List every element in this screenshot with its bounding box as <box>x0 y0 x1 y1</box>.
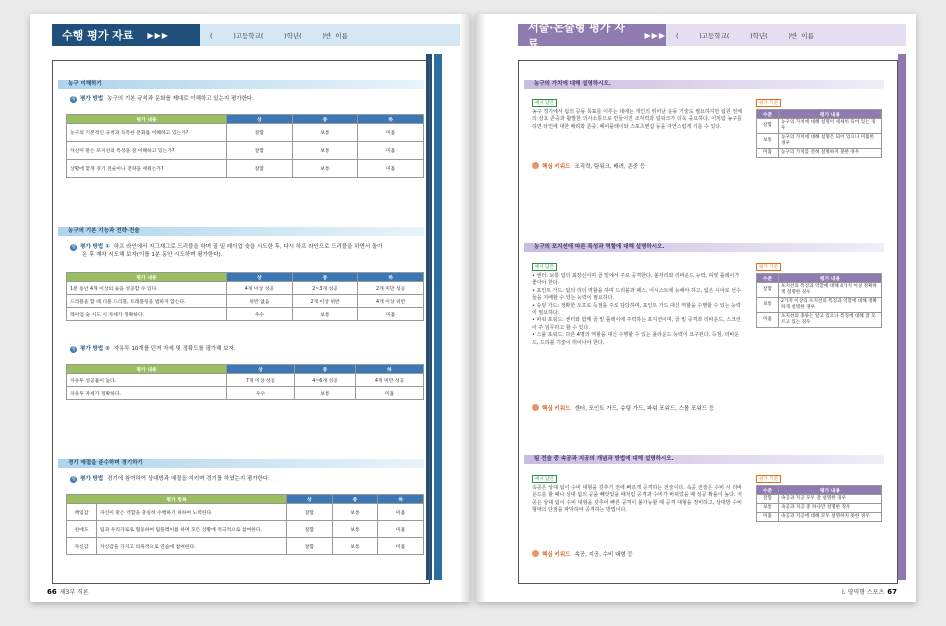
cell: 7개 이상 성공 <box>227 374 295 387</box>
keyword-label: 핵심 키워드 <box>542 552 571 558</box>
answer-tag: 예시 답안 <box>532 99 557 107</box>
arrows-icon: ▶▶▶ <box>644 30 666 40</box>
method-icon: 평 <box>71 96 76 102</box>
criteria-table-2 <box>756 273 882 328</box>
cell: 2개 이상 위반 <box>292 295 358 308</box>
right-page <box>476 14 916 602</box>
table-row <box>67 521 424 538</box>
th: 평가 항목 <box>67 495 287 504</box>
rubric-table-3 <box>66 364 424 400</box>
arrows-icon: ▶▶▶ <box>147 30 169 40</box>
th: 평가 내용 <box>67 273 227 282</box>
cell: 보통 <box>292 308 358 321</box>
th: 평가 내용 <box>67 115 227 124</box>
criteria-tag: 평가 기준 <box>756 263 781 271</box>
criteria-table-3 <box>756 485 882 522</box>
keyword-text: 센터, 포인트 가드, 슈팅 가드, 파워 포워드, 스몰 포워드 등 <box>574 406 715 412</box>
cell: 잘함 <box>757 495 779 504</box>
page-header <box>518 21 906 50</box>
keyword-line <box>532 550 633 558</box>
list-item: • 슈팅 가드: 정확한 오프로 득점을 주로 담당하며, 포인트 가드 대신 역할을 수행할 수 있는 능력이 필요하다. <box>532 303 742 318</box>
cell: 미흡 <box>356 387 424 400</box>
th: 평가 내용 <box>779 110 882 119</box>
method-text: 하프 라인에서 지그재그로 드리블을 하며 골 밑 레이업 슛을 시도한 후, 다시 하프 라인으로 드리블을 하면서 돌아 <box>113 244 383 250</box>
eval-method <box>70 346 236 354</box>
cell: 1분 동안 4개 이상의 슛을 성공할 수 있다. <box>67 282 227 295</box>
cell: 잘함 <box>287 504 333 521</box>
student-info: ( )고등학교( )학년( )반 이름 <box>200 24 460 46</box>
table-row <box>67 538 424 555</box>
side-stripe <box>898 54 906 580</box>
cell: 미흡 <box>378 538 424 555</box>
cell: 4개 미만 성공 <box>356 374 424 387</box>
th: 상 <box>227 365 295 374</box>
cell: 4개 이상 위반 <box>358 295 424 308</box>
list-item: • 포인트 가드: 팀의 리더 역할을 하며 드리블과 패스, 어시스트에 능해야 하고, 넓은 시야로 선수들을 지배할 수 있는 능력이 필요하다. <box>532 288 742 303</box>
page-edge <box>460 14 470 602</box>
cell: 미흡 <box>757 149 779 158</box>
method-label: 평가 방법 ① <box>80 244 110 250</box>
cell: 우수 <box>227 308 293 321</box>
table-row <box>67 387 424 400</box>
table-row <box>757 134 882 149</box>
cell: 미흡 <box>757 513 779 522</box>
rubric-table-1 <box>66 114 424 178</box>
keyword-icon <box>532 550 539 557</box>
cell: 친애도 <box>67 521 97 538</box>
method-text: 농구의 기본 규칙과 문화를 제대로 이해하고 있는지 평가한다. <box>107 96 254 102</box>
criteria-table-1 <box>756 109 882 158</box>
method-icon: 평 <box>71 476 76 482</box>
cell: 미흡 <box>358 142 424 160</box>
question-title: 농구의 가치에 대해 설명하시오. <box>524 80 884 89</box>
table-row <box>757 513 882 522</box>
header-tab <box>52 24 200 46</box>
th: 하 <box>358 273 424 282</box>
method-text: 온 후 재차 시도해 보자(이를 1분 동안 시도하며 평가한다). <box>82 251 223 258</box>
method-text: 경기에 참여하여 상대방과 예절을 지키며 경기를 하였는지 평가한다. <box>107 476 270 482</box>
th: 중 <box>294 365 355 374</box>
eval-method <box>70 96 254 104</box>
th: 수준 <box>757 110 779 119</box>
cell: 농구의 가치를 전혀 설명하지 못한 경우 <box>779 149 882 158</box>
cell: 4개 이상 성공 <box>227 282 293 295</box>
cell: 레이업 슛 시도 시 자세가 정확하다. <box>67 308 227 321</box>
side-stripe <box>434 54 442 580</box>
cell: 보통 <box>757 298 779 313</box>
keyword-label: 핵심 키워드 <box>542 406 571 412</box>
cell: 미흡 <box>358 160 424 178</box>
cell: 미흡 <box>378 521 424 538</box>
page-edge <box>476 14 486 602</box>
table-row <box>757 298 882 313</box>
cell: 보통 <box>292 124 358 142</box>
cell: 잘함 <box>287 538 333 555</box>
header-title: 서술·논술형 평가 자료 <box>528 21 625 50</box>
table-row <box>67 504 424 521</box>
method-icon: 평 <box>71 346 76 352</box>
cell: 드리블을 할 때 더블 드리블, 트래블링을 범하지 않는다. <box>67 295 227 308</box>
method-icon: 평 <box>71 244 76 250</box>
rubric-table-2 <box>66 272 424 321</box>
th: 상 <box>227 115 293 124</box>
question-title: 농구의 포지션에 따른 특성과 역할에 대해 설명하시오. <box>524 243 884 252</box>
eval-method <box>70 476 270 484</box>
keyword-icon <box>532 404 539 411</box>
th: 평가 내용 <box>67 365 227 374</box>
th: 수준 <box>757 274 779 283</box>
answer-tag: 예시 답안 <box>532 475 557 483</box>
th: 수준 <box>757 486 779 495</box>
keyword-text: 조직력, 팀워크, 배려, 존중 등 <box>574 164 646 170</box>
section-title: 경기 예절을 준수하며 경기하기 <box>58 459 424 468</box>
cell: 자신이 맡은 포지션의 특성을 잘 이해하고 있는가? <box>67 142 227 160</box>
cell: 보통 <box>294 387 355 400</box>
keyword-line <box>532 404 742 413</box>
th: 중 <box>292 273 358 282</box>
rubric-table-4 <box>66 494 424 555</box>
cell: 우수 <box>227 387 295 400</box>
table-row <box>67 124 424 142</box>
cell: 위반 없음 <box>227 295 293 308</box>
th: 하 <box>356 365 424 374</box>
cell: 잘함 <box>757 283 779 298</box>
answer-tag: 예시 답안 <box>532 263 557 271</box>
keyword-text: 속공, 지공, 수비 대형 등 <box>574 552 633 558</box>
cell: 포지션의 종류는 알고 있으나 특징에 대해 잘 모르고 있는 경우 <box>779 313 882 328</box>
cell: 잘함 <box>757 119 779 134</box>
page-number <box>842 587 900 596</box>
cell: 보통 <box>757 504 779 513</box>
cell: 자신이 맡은 역할을 충실히 수행하기 위하여 노력한다. <box>97 504 287 521</box>
table-row <box>67 308 424 321</box>
cell: 미흡 <box>358 124 424 142</box>
cell: 자유투 성공률이 높다. <box>67 374 227 387</box>
cell: 미흡 <box>757 313 779 328</box>
th: 평가 내용 <box>779 486 882 495</box>
cell: 보통 <box>292 160 358 178</box>
cell: 속공과 지공 중 하나만 설명한 경우 <box>779 504 882 513</box>
cell: 잘함 <box>227 160 293 178</box>
page-num: 66 <box>47 588 57 596</box>
page-number <box>44 587 89 596</box>
cell: 팀과 우리가로로 협동하여 팀플레이를 하며 모든 상황에 적극적으로 참여한다. <box>97 521 287 538</box>
eval-method <box>70 244 420 259</box>
answer-text: 농구 경기에서 팀의 공동 목표를 이루는 데에는 개인의 뛰어난 운동 기술도 필요하지만 팀원 전체의 상호 존중과 활발한 의사소통으로 만들어진 조직력과 팀워크가 더욱 중요하다. 이처럼 농구를 하면 타인에 대한 배려와 존중, 페어플레이와 스포츠맨십 등을 자연스럽게 기를 수 있다. <box>532 109 742 130</box>
cell: 2가지 이상의 포지션의 특징과 역할에 대해 정확하게 설명한 경우 <box>779 298 882 313</box>
answer-text: 속공은 상대 팀이 수비 대형을 갖추기 전에 빠르게 공격하는 전술이다. 속공 전술은 수비 시 리바운드를 할 때나 상대 팀의 공을 빼앗았을 때처럼 공격과 수비가 바뀌었을 때 성공 확률이 높다. 지공은 상대 팀이 수비 대형을 갖추어 빠른 공격이 불가능할 때 공격 대형을 정비하고, 상대방 수비 형태의 단점을 파악하여 공격하는 방법이다. <box>532 485 742 514</box>
th: 평가 내용 <box>779 274 882 283</box>
cell: 자신감을 가지고 의욕적으로 연습에 참여한다. <box>97 538 287 555</box>
cell: 미흡 <box>358 308 424 321</box>
th: 중 <box>332 495 378 504</box>
cell: 보통 <box>292 142 358 160</box>
section-title: 농구 이해하기 <box>58 80 424 89</box>
table-row <box>67 295 424 308</box>
table-row <box>757 283 882 298</box>
header-title: 수행 평가 자료 <box>62 29 134 42</box>
cell: 보통 <box>332 538 378 555</box>
question-title: 팀 전술 중 속공과 지공의 개념과 방법에 대해 설명하시오. <box>524 455 884 464</box>
table-row <box>67 160 424 178</box>
method-text: 자유투 10개를 던져 자세 및 정확도를 평가해 보자. <box>113 346 236 352</box>
page-chapter: 제3부 직론 <box>59 589 89 596</box>
keyword-line <box>532 162 645 170</box>
table-row <box>757 313 882 328</box>
cell: 포지션의 특징과 역할에 대해 4가지 이상 정확하게 설명한 경우 <box>779 283 882 298</box>
cell: 농구의 가치에 대해 설명이 세세히 되어 있는 경우 <box>779 119 882 134</box>
th: 상 <box>287 495 333 504</box>
keyword-icon <box>532 162 539 169</box>
cell: 상황에 맞게 경기 전술이나 전략을 세웠는가? <box>67 160 227 178</box>
criteria-tag: 평가 기준 <box>756 99 781 107</box>
page-num: 67 <box>887 588 897 596</box>
cell: 잘함 <box>227 124 293 142</box>
cell: 농구의 가치에 대해 설명은 되어 있으나 미흡한 경우 <box>779 134 882 149</box>
cell: 2개 미만 성공 <box>358 282 424 295</box>
header-tab <box>518 21 666 50</box>
table-row <box>67 142 424 160</box>
table-row <box>757 149 882 158</box>
table-row <box>757 119 882 134</box>
table-row <box>757 504 882 513</box>
cell: 보통 <box>332 504 378 521</box>
list-item: • 파워 포워드: 센터와 함께 골 밑 플레이에 주력하는 포지션이며, 골 밑 공격과 리바운드, 스크린이 주 임무라고 할 수 있다. <box>532 317 742 332</box>
table-row <box>757 495 882 504</box>
cell: 농구의 기본적인 규칙과 득특한 문화를 이해하고 있는가? <box>67 124 227 142</box>
cell: 보통 <box>332 521 378 538</box>
criteria-tag: 평가 기준 <box>756 475 781 483</box>
cell: 속공과 지공에 대해 모두 설명하지 못한 경우 <box>779 513 882 522</box>
cell: 속공과 지공 모두 잘 설명한 경우 <box>779 495 882 504</box>
cell: 잘함 <box>227 142 293 160</box>
cell: 책임감 <box>67 504 97 521</box>
th: 하 <box>358 115 424 124</box>
method-label: 평가 방법 <box>80 96 104 102</box>
left-page <box>30 14 470 602</box>
table-row <box>67 282 424 295</box>
method-label: 평가 방법 <box>80 476 104 482</box>
cell: 2~3개 성공 <box>292 282 358 295</box>
page-chapter: I. 영역형 스포츠 <box>841 589 885 596</box>
answer-list <box>532 273 742 347</box>
cell: 자신감 <box>67 538 97 555</box>
list-item: • 센터: 보통 팀의 최장신이며 골 밑에서 주로 공격한다. 볼처리와 리바운드 능력, 피벗 플레이가 좋아야 한다. <box>532 273 742 288</box>
th: 하 <box>378 495 424 504</box>
th: 상 <box>227 273 293 282</box>
cell: 보통 <box>757 134 779 149</box>
cell: 4~6개 성공 <box>294 374 355 387</box>
th: 중 <box>292 115 358 124</box>
cell: 미흡 <box>378 504 424 521</box>
student-info: ( )고등학교( )학년( )반 이름 <box>666 24 906 46</box>
table-row <box>67 374 424 387</box>
list-item: • 스몰 포워드: 다른 4명의 역할을 대신 수행할 수 있는 올라운드 능력이 요구된다. 득점, 리바운드, 드리블 기술이 뛰어나야 한다. <box>532 332 742 347</box>
cell: 잘함 <box>287 521 333 538</box>
page-header <box>52 24 460 46</box>
cell: 자유투 자세가 정확하다. <box>67 387 227 400</box>
keyword-label: 핵심 키워드 <box>542 164 571 170</box>
method-label: 평가 방법 ② <box>80 346 110 352</box>
section-title: 농구의 기본 기능과 전략·전술 <box>58 227 424 236</box>
